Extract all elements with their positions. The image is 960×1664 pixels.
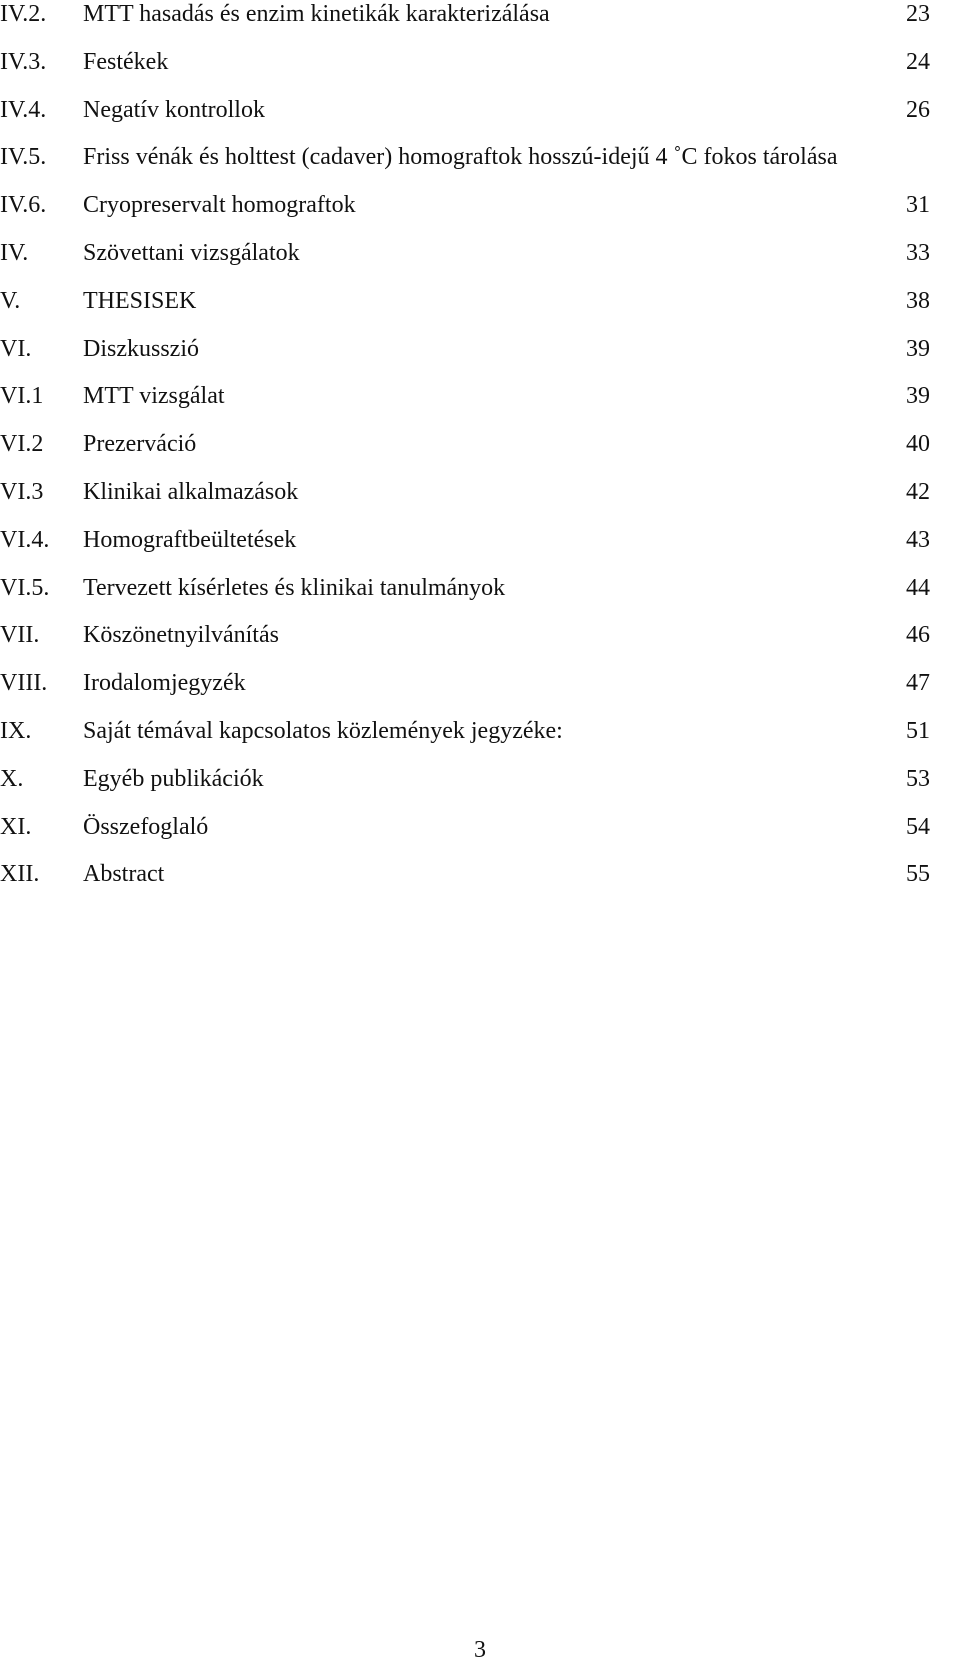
toc-entry [0, 239, 960, 287]
toc-entry [0, 717, 960, 765]
toc-entry-number: IV.5. [0, 144, 47, 171]
toc-entry-number: IV.2. [0, 1, 47, 27]
toc-entry-page: 38 [906, 287, 930, 314]
toc-entry-page: 31 [906, 192, 930, 219]
toc-entry-number: VI.2 [0, 431, 44, 458]
toc-entry-number: VI.4. [0, 526, 50, 553]
toc-entry [0, 191, 960, 239]
toc-entry-title: Cryopreservalt homograftok [83, 192, 356, 219]
toc-entry-number: IV.3. [0, 48, 47, 75]
toc-entry-number: VI. [0, 335, 32, 362]
toc-entry [0, 669, 960, 717]
toc-entry-number: VI.5. [0, 574, 50, 601]
toc-entry-number: V. [0, 287, 21, 314]
toc-entry-page: 42 [906, 478, 930, 505]
toc-entry-title: Szövettani vizsgálatok [83, 239, 300, 266]
toc-entry-title: Friss vénák és holttest (cadaver) homograftok hosszú-idejű 4 ˚C fokos tárolása [83, 144, 838, 171]
toc-entry [0, 48, 960, 96]
toc-entry [0, 860, 960, 908]
toc-entry [0, 430, 960, 478]
toc-entry [0, 335, 960, 383]
toc-entry-title: Prezerváció [83, 431, 197, 458]
toc-entry-number: VI.1 [0, 383, 44, 410]
toc-entry-page: 24 [906, 48, 930, 75]
toc-entry [0, 382, 960, 430]
toc-entry-title: Összefoglaló [83, 813, 209, 840]
toc-entry [0, 765, 960, 813]
toc-entry-number: IX. [0, 717, 32, 744]
toc-entry-page: 44 [906, 574, 930, 601]
toc-entry-title: Irodalomjegyzék [83, 670, 246, 697]
toc-entry [0, 96, 960, 144]
toc-entry-title: MTT vizsgálat [83, 383, 225, 410]
toc-entry-title: Homograftbeültetések [83, 526, 297, 553]
page-number: 3 [474, 1637, 486, 1663]
toc-entry-page: 33 [906, 239, 930, 266]
toc-entry-page: 53 [906, 765, 930, 792]
toc-entry-page: 39 [906, 335, 930, 362]
toc-entry [0, 143, 960, 191]
toc-entry-title: THESISEK [83, 287, 197, 314]
toc-entry-page: 47 [906, 670, 930, 697]
toc-entry [0, 574, 960, 622]
toc-entry [0, 621, 960, 669]
toc-entry-title: Abstract [83, 861, 165, 888]
toc-entry-title: Festékek [83, 48, 169, 75]
toc-entry [0, 526, 960, 574]
toc-entry [0, 813, 960, 861]
toc-entry [0, 287, 960, 335]
toc-entry-number: VI.3 [0, 478, 44, 505]
toc-entry-page: 39 [906, 383, 930, 410]
toc-entry-page: 43 [906, 526, 930, 553]
toc-entry-title: MTT hasadás és enzim kinetikák karakterizálása [83, 1, 550, 27]
toc-entry-page: 54 [906, 813, 930, 840]
toc-entry-number: IV.4. [0, 96, 47, 123]
toc-entry-title: Klinikai alkalmazások [83, 478, 299, 505]
toc-entry-title: Saját témával kapcsolatos közlemények jegyzéke: [83, 717, 563, 744]
toc-entry-page: 40 [906, 431, 930, 458]
toc-entry-number: XII. [0, 861, 40, 888]
toc-entry-number: IV. [0, 239, 29, 266]
toc-entry-title: Negatív kontrollok [83, 96, 265, 123]
toc-entry-page: 46 [906, 622, 930, 649]
toc-entry-number: IV.6. [0, 192, 47, 219]
toc-entry-number: VII. [0, 622, 40, 649]
toc-entry-title: Köszönetnyilvánítás [83, 622, 279, 649]
toc-entry-page: 55 [906, 861, 930, 888]
toc-entry-title: Tervezett kísérletes és klinikai tanulmányok [83, 574, 506, 601]
toc-entry-page: 26 [906, 96, 930, 123]
toc-entry-title: Egyéb publikációk [83, 765, 264, 792]
toc-entry [0, 478, 960, 526]
toc-entry-number: VIII. [0, 670, 48, 697]
toc-entry-title: Diszkusszió [83, 335, 199, 362]
toc-entry-number: X. [0, 765, 24, 792]
toc-entry [0, 0, 960, 48]
toc-entry-number: XI. [0, 813, 32, 840]
toc-entry-page: 23 [906, 1, 930, 27]
toc-entry-page: 51 [906, 717, 930, 744]
